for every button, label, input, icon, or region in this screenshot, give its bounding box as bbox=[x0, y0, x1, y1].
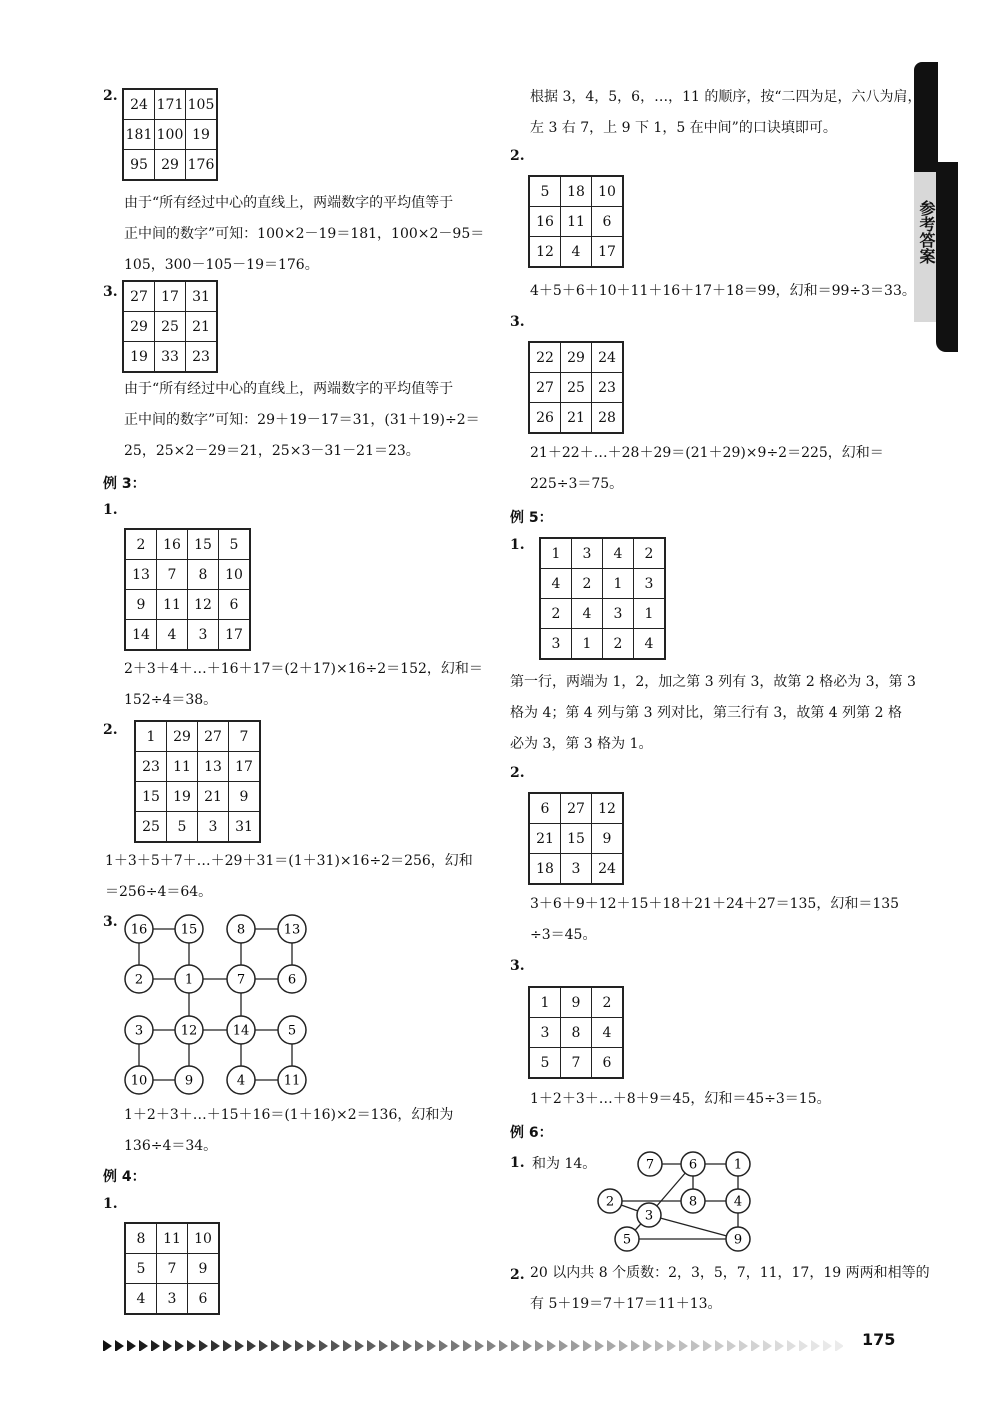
diagram-node-label: 3 bbox=[134, 1023, 144, 1039]
ex3-3-text bbox=[124, 1100, 453, 1162]
text-line: 1＋2＋3＋…＋8＋9＝45，幻和＝45÷3＝15。 bbox=[530, 1091, 831, 1107]
footer-arrow-icon bbox=[343, 1340, 352, 1351]
ex5-3-grid bbox=[528, 986, 624, 1079]
grid-cell: 100 bbox=[155, 120, 186, 150]
grid-cell: 29 bbox=[561, 342, 592, 373]
footer-arrow-icon bbox=[751, 1340, 760, 1351]
footer-arrow-icon bbox=[523, 1340, 532, 1351]
grid-cell: 12 bbox=[188, 590, 219, 620]
grid-cell: 4 bbox=[634, 629, 666, 660]
grid-cell: 9 bbox=[229, 782, 261, 812]
grid-cell: 21 bbox=[198, 782, 229, 812]
grid-cell: 8 bbox=[561, 1018, 592, 1048]
text-line: 20 以内共 8 个质数：2，3，5，7，11，17，19 两两和相等的 bbox=[530, 1265, 930, 1281]
grid-cell: 3 bbox=[529, 1018, 561, 1048]
grid-cell: 1 bbox=[135, 721, 167, 752]
right-s2-grid bbox=[528, 175, 624, 268]
ex3-1-grid bbox=[124, 528, 251, 651]
ex5-2-text bbox=[530, 889, 899, 951]
text-line: 第一行，两端为 1，2，加之第 3 列有 3，故第 2 格必为 3，第 3 bbox=[510, 674, 916, 690]
diagram-node-label: 10 bbox=[130, 1073, 148, 1089]
footer-arrow-icon bbox=[835, 1340, 843, 1351]
ex5-2-grid bbox=[528, 792, 624, 885]
footer-arrow-icon bbox=[307, 1340, 316, 1351]
ex5-3-label: 3. bbox=[510, 958, 525, 974]
ex6-1-text: 和为 14。 bbox=[532, 1156, 597, 1172]
grid-cell: 8 bbox=[125, 1223, 157, 1254]
page-number: 175 bbox=[862, 1330, 896, 1349]
ex3-3-label: 3. bbox=[103, 914, 118, 930]
side-tab-bar-right bbox=[936, 162, 958, 352]
footer-arrow-icon bbox=[271, 1340, 280, 1351]
diagram-node-label: 7 bbox=[236, 972, 246, 988]
grid-cell: 9 bbox=[561, 987, 592, 1018]
ex5-2-label: 2. bbox=[510, 765, 525, 781]
ex6-2-label: 2. bbox=[510, 1267, 525, 1283]
grid-cell: 21 bbox=[561, 403, 592, 434]
grid-cell: 6 bbox=[529, 793, 561, 824]
grid-cell: 4 bbox=[540, 569, 572, 599]
grid-cell: 7 bbox=[229, 721, 261, 752]
grid-cell: 26 bbox=[529, 403, 561, 434]
grid-cell: 25 bbox=[155, 312, 186, 342]
footer-arrow-icon bbox=[571, 1340, 580, 1351]
footer-arrow-icon bbox=[679, 1340, 688, 1351]
footer-arrow-icon bbox=[535, 1340, 544, 1351]
grid-cell: 12 bbox=[529, 237, 561, 268]
diagram-node-label: 13 bbox=[283, 922, 301, 938]
footer-arrow-icon bbox=[631, 1340, 640, 1351]
grid-cell: 17 bbox=[229, 752, 261, 782]
side-tab-label: 参考答案 bbox=[917, 200, 936, 264]
text-line: 105，300－105－19＝176。 bbox=[124, 257, 319, 273]
text-line: 左 3 右 7，上 9 下 1，5 在中间”的口诀填即可。 bbox=[530, 120, 837, 136]
footer-arrow-icon bbox=[763, 1340, 772, 1351]
footer-arrow-icon bbox=[703, 1340, 712, 1351]
grid-cell: 11 bbox=[561, 207, 592, 237]
grid-cell: 4 bbox=[603, 538, 634, 569]
footer-arrow-icon bbox=[727, 1340, 736, 1351]
left-s2-label: 2. bbox=[103, 88, 118, 104]
grid-cell: 8 bbox=[188, 560, 219, 590]
footer-arrow-icon bbox=[595, 1340, 604, 1351]
text-line: ＝256÷4＝64。 bbox=[105, 884, 213, 900]
right-s2-text bbox=[530, 276, 916, 307]
footer-arrow-icon bbox=[451, 1340, 460, 1351]
diagram-node-label: 1 bbox=[184, 972, 194, 988]
text-line: 21＋22＋…＋28＋29＝(21＋29)×9÷2＝225，幻和＝ bbox=[530, 445, 884, 461]
ex6-1-network-diagram bbox=[590, 1148, 760, 1258]
grid-cell: 3 bbox=[188, 620, 219, 651]
text-line: 4＋5＋6＋10＋11＋16＋17＋18＝99，幻和＝99÷3＝33。 bbox=[530, 283, 916, 299]
grid-cell: 29 bbox=[155, 150, 186, 181]
grid-cell: 4 bbox=[157, 620, 188, 651]
grid-cell: 13 bbox=[125, 560, 157, 590]
grid-cell: 5 bbox=[529, 176, 561, 207]
grid-cell: 3 bbox=[157, 1284, 188, 1315]
text-line: 根据 3，4，5，6，…，11 的顺序，按“二四为足，六八为肩， bbox=[530, 89, 922, 105]
text-line: 1＋3＋5＋7＋…＋29＋31＝(1＋31)×16÷2＝256，幻和 bbox=[105, 853, 473, 869]
diagram-node-label: 5 bbox=[622, 1232, 632, 1248]
left-s3-text bbox=[124, 374, 480, 467]
right-s3-text bbox=[530, 438, 884, 500]
left-s2-grid bbox=[122, 88, 218, 181]
text-line: 正中间的数字”可知：29＋19－17＝31，(31＋19)÷2＝ bbox=[124, 412, 480, 428]
grid-cell: 27 bbox=[123, 281, 155, 312]
grid-cell: 11 bbox=[157, 1223, 188, 1254]
grid-cell: 29 bbox=[167, 721, 198, 752]
diagram-node-label: 2 bbox=[605, 1194, 615, 1210]
footer-arrow-icon bbox=[211, 1340, 220, 1351]
grid-cell: 11 bbox=[167, 752, 198, 782]
grid-cell: 3 bbox=[572, 538, 603, 569]
diagram-node-label: 9 bbox=[733, 1232, 743, 1248]
footer-arrow-icon bbox=[559, 1340, 568, 1351]
right-s2-label: 2. bbox=[510, 148, 525, 164]
grid-cell: 12 bbox=[592, 793, 624, 824]
footer-arrow-icon bbox=[547, 1340, 556, 1351]
grid-cell: 10 bbox=[219, 560, 251, 590]
grid-cell: 171 bbox=[155, 89, 186, 120]
grid-cell: 4 bbox=[561, 237, 592, 268]
footer-arrow-icon bbox=[775, 1340, 784, 1351]
footer-arrow-icon bbox=[139, 1340, 148, 1351]
grid-cell: 5 bbox=[219, 529, 251, 560]
text-line: 152÷4＝38。 bbox=[124, 692, 218, 708]
diagram-node-label: 8 bbox=[236, 922, 246, 938]
diagram-node-label: 5 bbox=[287, 1023, 297, 1039]
ex3-2-grid bbox=[134, 720, 261, 843]
grid-cell: 2 bbox=[603, 629, 634, 660]
footer-arrow-icon bbox=[643, 1340, 652, 1351]
grid-cell: 1 bbox=[529, 987, 561, 1018]
ex3-2-label: 2. bbox=[103, 722, 118, 738]
grid-cell: 16 bbox=[157, 529, 188, 560]
grid-cell: 4 bbox=[592, 1018, 624, 1048]
grid-cell: 6 bbox=[219, 590, 251, 620]
footer-arrow-icon bbox=[115, 1340, 124, 1351]
grid-cell: 33 bbox=[155, 342, 186, 373]
grid-cell: 23 bbox=[135, 752, 167, 782]
grid-cell: 95 bbox=[123, 150, 155, 181]
diagram-node-label: 7 bbox=[645, 1157, 655, 1173]
grid-cell: 3 bbox=[198, 812, 229, 843]
grid-cell: 11 bbox=[157, 590, 188, 620]
footer-arrow-icon bbox=[475, 1340, 484, 1351]
footer-arrow-icon bbox=[223, 1340, 232, 1351]
ex3-1-text bbox=[124, 654, 483, 716]
diagram-node-label: 1 bbox=[733, 1157, 743, 1173]
diagram-node-label: 9 bbox=[184, 1073, 194, 1089]
grid-cell: 1 bbox=[540, 538, 572, 569]
ex4-1-label: 1. bbox=[103, 1196, 118, 1212]
grid-cell: 23 bbox=[186, 342, 218, 373]
footer-arrow-icon bbox=[379, 1340, 388, 1351]
grid-cell: 2 bbox=[592, 987, 624, 1018]
diagram-node-label: 12 bbox=[180, 1023, 198, 1039]
text-line: 由于“所有经过中心的直线上，两端数字的平均值等于 bbox=[124, 381, 454, 397]
grid-cell: 15 bbox=[135, 782, 167, 812]
grid-cell: 19 bbox=[167, 782, 198, 812]
grid-cell: 3 bbox=[561, 854, 592, 885]
grid-cell: 19 bbox=[123, 342, 155, 373]
grid-cell: 21 bbox=[529, 824, 561, 854]
footer-arrow-icon bbox=[487, 1340, 496, 1351]
footer-arrow-icon bbox=[247, 1340, 256, 1351]
ex5-1-grid bbox=[539, 537, 666, 660]
diagram-node-label: 8 bbox=[688, 1194, 698, 1210]
grid-cell: 18 bbox=[529, 854, 561, 885]
grid-cell: 24 bbox=[592, 854, 624, 885]
grid-cell: 7 bbox=[157, 560, 188, 590]
footer-arrow-icon bbox=[619, 1340, 628, 1351]
grid-cell: 22 bbox=[529, 342, 561, 373]
grid-cell: 17 bbox=[155, 281, 186, 312]
grid-cell: 2 bbox=[540, 599, 572, 629]
text-line: 由于“所有经过中心的直线上，两端数字的平均值等于 bbox=[124, 195, 454, 211]
footer-arrow-icon bbox=[403, 1340, 412, 1351]
text-line: 225÷3＝75。 bbox=[530, 476, 624, 492]
footer-arrow-icon bbox=[319, 1340, 328, 1351]
grid-cell: 3 bbox=[634, 569, 666, 599]
grid-cell: 2 bbox=[572, 569, 603, 599]
left-s2-text bbox=[124, 188, 484, 281]
diagram-node-label: 16 bbox=[130, 922, 148, 938]
grid-cell: 25 bbox=[561, 373, 592, 403]
grid-cell: 18 bbox=[561, 176, 592, 207]
diagram-node-label: 6 bbox=[688, 1157, 698, 1173]
grid-cell: 1 bbox=[634, 599, 666, 629]
footer-arrow-icon bbox=[235, 1340, 244, 1351]
grid-cell: 21 bbox=[186, 312, 218, 342]
text-line: 1＋2＋3＋…＋15＋16＝(1＋16)×2＝136，幻和为 bbox=[124, 1107, 454, 1123]
grid-cell: 24 bbox=[592, 342, 624, 373]
footer-arrow-icon bbox=[739, 1340, 748, 1351]
footer-arrow-strip bbox=[103, 1337, 843, 1351]
footer-arrow-icon bbox=[499, 1340, 508, 1351]
footer-arrow-icon bbox=[163, 1340, 172, 1351]
diagram-node-label: 6 bbox=[287, 972, 297, 988]
ex5-3-text bbox=[530, 1084, 831, 1115]
right-s3-label: 3. bbox=[510, 314, 525, 330]
text-line: 必为 3，第 3 格为 1。 bbox=[510, 736, 653, 752]
grid-cell: 176 bbox=[186, 150, 218, 181]
footer-arrow-icon bbox=[175, 1340, 184, 1351]
grid-cell: 6 bbox=[592, 1048, 624, 1079]
grid-cell: 5 bbox=[125, 1254, 157, 1284]
footer-arrow-icon bbox=[259, 1340, 268, 1351]
grid-cell: 2 bbox=[634, 538, 666, 569]
ex4-1-grid bbox=[124, 1222, 220, 1315]
grid-cell: 10 bbox=[592, 176, 624, 207]
grid-cell: 31 bbox=[229, 812, 261, 843]
diagram-node-label: 3 bbox=[644, 1208, 654, 1224]
grid-cell: 2 bbox=[125, 529, 157, 560]
grid-cell: 14 bbox=[125, 620, 157, 651]
footer-arrow-icon bbox=[331, 1340, 340, 1351]
footer-arrow-icon bbox=[103, 1340, 112, 1351]
diagram-node-label: 15 bbox=[180, 922, 198, 938]
footer-arrow-icon bbox=[511, 1340, 520, 1351]
text-line: 136÷4＝34。 bbox=[124, 1138, 218, 1154]
grid-cell: 24 bbox=[123, 89, 155, 120]
ex3-2-text bbox=[105, 846, 473, 908]
footer-arrow-icon bbox=[691, 1340, 700, 1351]
grid-cell: 13 bbox=[198, 752, 229, 782]
footer-arrow-icon bbox=[295, 1340, 304, 1351]
footer-arrow-icon bbox=[583, 1340, 592, 1351]
grid-cell: 9 bbox=[125, 590, 157, 620]
grid-cell: 6 bbox=[592, 207, 624, 237]
grid-cell: 105 bbox=[186, 89, 218, 120]
text-line: 格为 4；第 4 列与第 3 列对比，第三行有 3，故第 4 列第 2 格 bbox=[510, 705, 902, 721]
grid-cell: 31 bbox=[186, 281, 218, 312]
footer-arrow-icon bbox=[463, 1340, 472, 1351]
footer-arrow-icon bbox=[127, 1340, 136, 1351]
grid-cell: 16 bbox=[529, 207, 561, 237]
footer-arrow-icon bbox=[151, 1340, 160, 1351]
ex6-1-label: 1. bbox=[510, 1155, 525, 1171]
text-line: 3＋6＋9＋12＋15＋18＋21＋24＋27＝135，幻和＝135 bbox=[530, 896, 900, 912]
footer-arrow-icon bbox=[199, 1340, 208, 1351]
diagram-node-label: 14 bbox=[232, 1023, 250, 1039]
grid-cell: 27 bbox=[561, 793, 592, 824]
footer-arrow-icon bbox=[655, 1340, 664, 1351]
ex5-1-label: 1. bbox=[510, 537, 525, 553]
footer-arrow-icon bbox=[715, 1340, 724, 1351]
grid-cell: 27 bbox=[198, 721, 229, 752]
footer-arrow-icon bbox=[391, 1340, 400, 1351]
example-5-title: 例 5： bbox=[510, 510, 553, 526]
footer-arrow-icon bbox=[811, 1340, 820, 1351]
right-s3-grid bbox=[528, 341, 624, 434]
diagram-node-label: 4 bbox=[236, 1073, 246, 1089]
grid-cell: 10 bbox=[188, 1223, 220, 1254]
footer-arrow-icon bbox=[787, 1340, 796, 1351]
footer-arrow-icon bbox=[367, 1340, 376, 1351]
grid-cell: 17 bbox=[592, 237, 624, 268]
footer-arrow-icon bbox=[799, 1340, 808, 1351]
grid-cell: 28 bbox=[592, 403, 624, 434]
footer-arrow-icon bbox=[607, 1340, 616, 1351]
grid-cell: 25 bbox=[135, 812, 167, 843]
text-line: 25，25×2－29＝21，25×3－31－21＝23。 bbox=[124, 443, 420, 459]
grid-cell: 7 bbox=[157, 1254, 188, 1284]
grid-cell: 19 bbox=[186, 120, 218, 150]
grid-cell: 1 bbox=[572, 629, 603, 660]
grid-cell: 29 bbox=[123, 312, 155, 342]
diagram-node-label: 11 bbox=[283, 1073, 301, 1089]
text-line: ÷3＝45。 bbox=[530, 927, 597, 943]
grid-cell: 5 bbox=[167, 812, 198, 843]
grid-cell: 1 bbox=[603, 569, 634, 599]
grid-cell: 15 bbox=[561, 824, 592, 854]
grid-cell: 7 bbox=[561, 1048, 592, 1079]
left-s3-grid bbox=[122, 280, 218, 373]
footer-arrow-icon bbox=[283, 1340, 292, 1351]
grid-cell: 15 bbox=[188, 529, 219, 560]
ex5-1-text bbox=[510, 667, 916, 760]
text-line: 正中间的数字”可知：100×2－19＝181，100×2－95＝ bbox=[124, 226, 485, 242]
left-s3-label: 3. bbox=[103, 284, 118, 300]
grid-cell: 9 bbox=[188, 1254, 220, 1284]
grid-cell: 5 bbox=[529, 1048, 561, 1079]
grid-cell: 9 bbox=[592, 824, 624, 854]
grid-cell: 4 bbox=[125, 1284, 157, 1315]
ex3-3-network-diagram bbox=[118, 910, 318, 1100]
grid-cell: 27 bbox=[529, 373, 561, 403]
footer-arrow-icon bbox=[823, 1340, 832, 1351]
ex6-2-text bbox=[530, 1258, 930, 1320]
footer-arrow-icon bbox=[415, 1340, 424, 1351]
footer-arrow-icon bbox=[355, 1340, 364, 1351]
footer-arrow-icon bbox=[427, 1340, 436, 1351]
ex3-1-label: 1. bbox=[103, 502, 118, 518]
footer-arrow-icon bbox=[187, 1340, 196, 1351]
grid-cell: 4 bbox=[572, 599, 603, 629]
right-intro-text bbox=[530, 82, 922, 144]
grid-cell: 3 bbox=[540, 629, 572, 660]
diagram-node-label: 2 bbox=[134, 972, 144, 988]
grid-cell: 23 bbox=[592, 373, 624, 403]
footer-arrow-icon bbox=[667, 1340, 676, 1351]
diagram-node-label: 4 bbox=[733, 1194, 743, 1210]
text-line: 2＋3＋4＋…＋16＋17＝(2＋17)×16÷2＝152，幻和＝ bbox=[124, 661, 483, 677]
text-line: 有 5＋19＝7＋17＝11＋13。 bbox=[530, 1296, 722, 1312]
grid-cell: 3 bbox=[603, 599, 634, 629]
example-3-title: 例 3： bbox=[103, 476, 146, 492]
example-6-title: 例 6： bbox=[510, 1125, 553, 1141]
footer-arrow-icon bbox=[439, 1340, 448, 1351]
example-4-title: 例 4： bbox=[103, 1169, 146, 1185]
grid-cell: 181 bbox=[123, 120, 155, 150]
grid-cell: 6 bbox=[188, 1284, 220, 1315]
grid-cell: 17 bbox=[219, 620, 251, 651]
